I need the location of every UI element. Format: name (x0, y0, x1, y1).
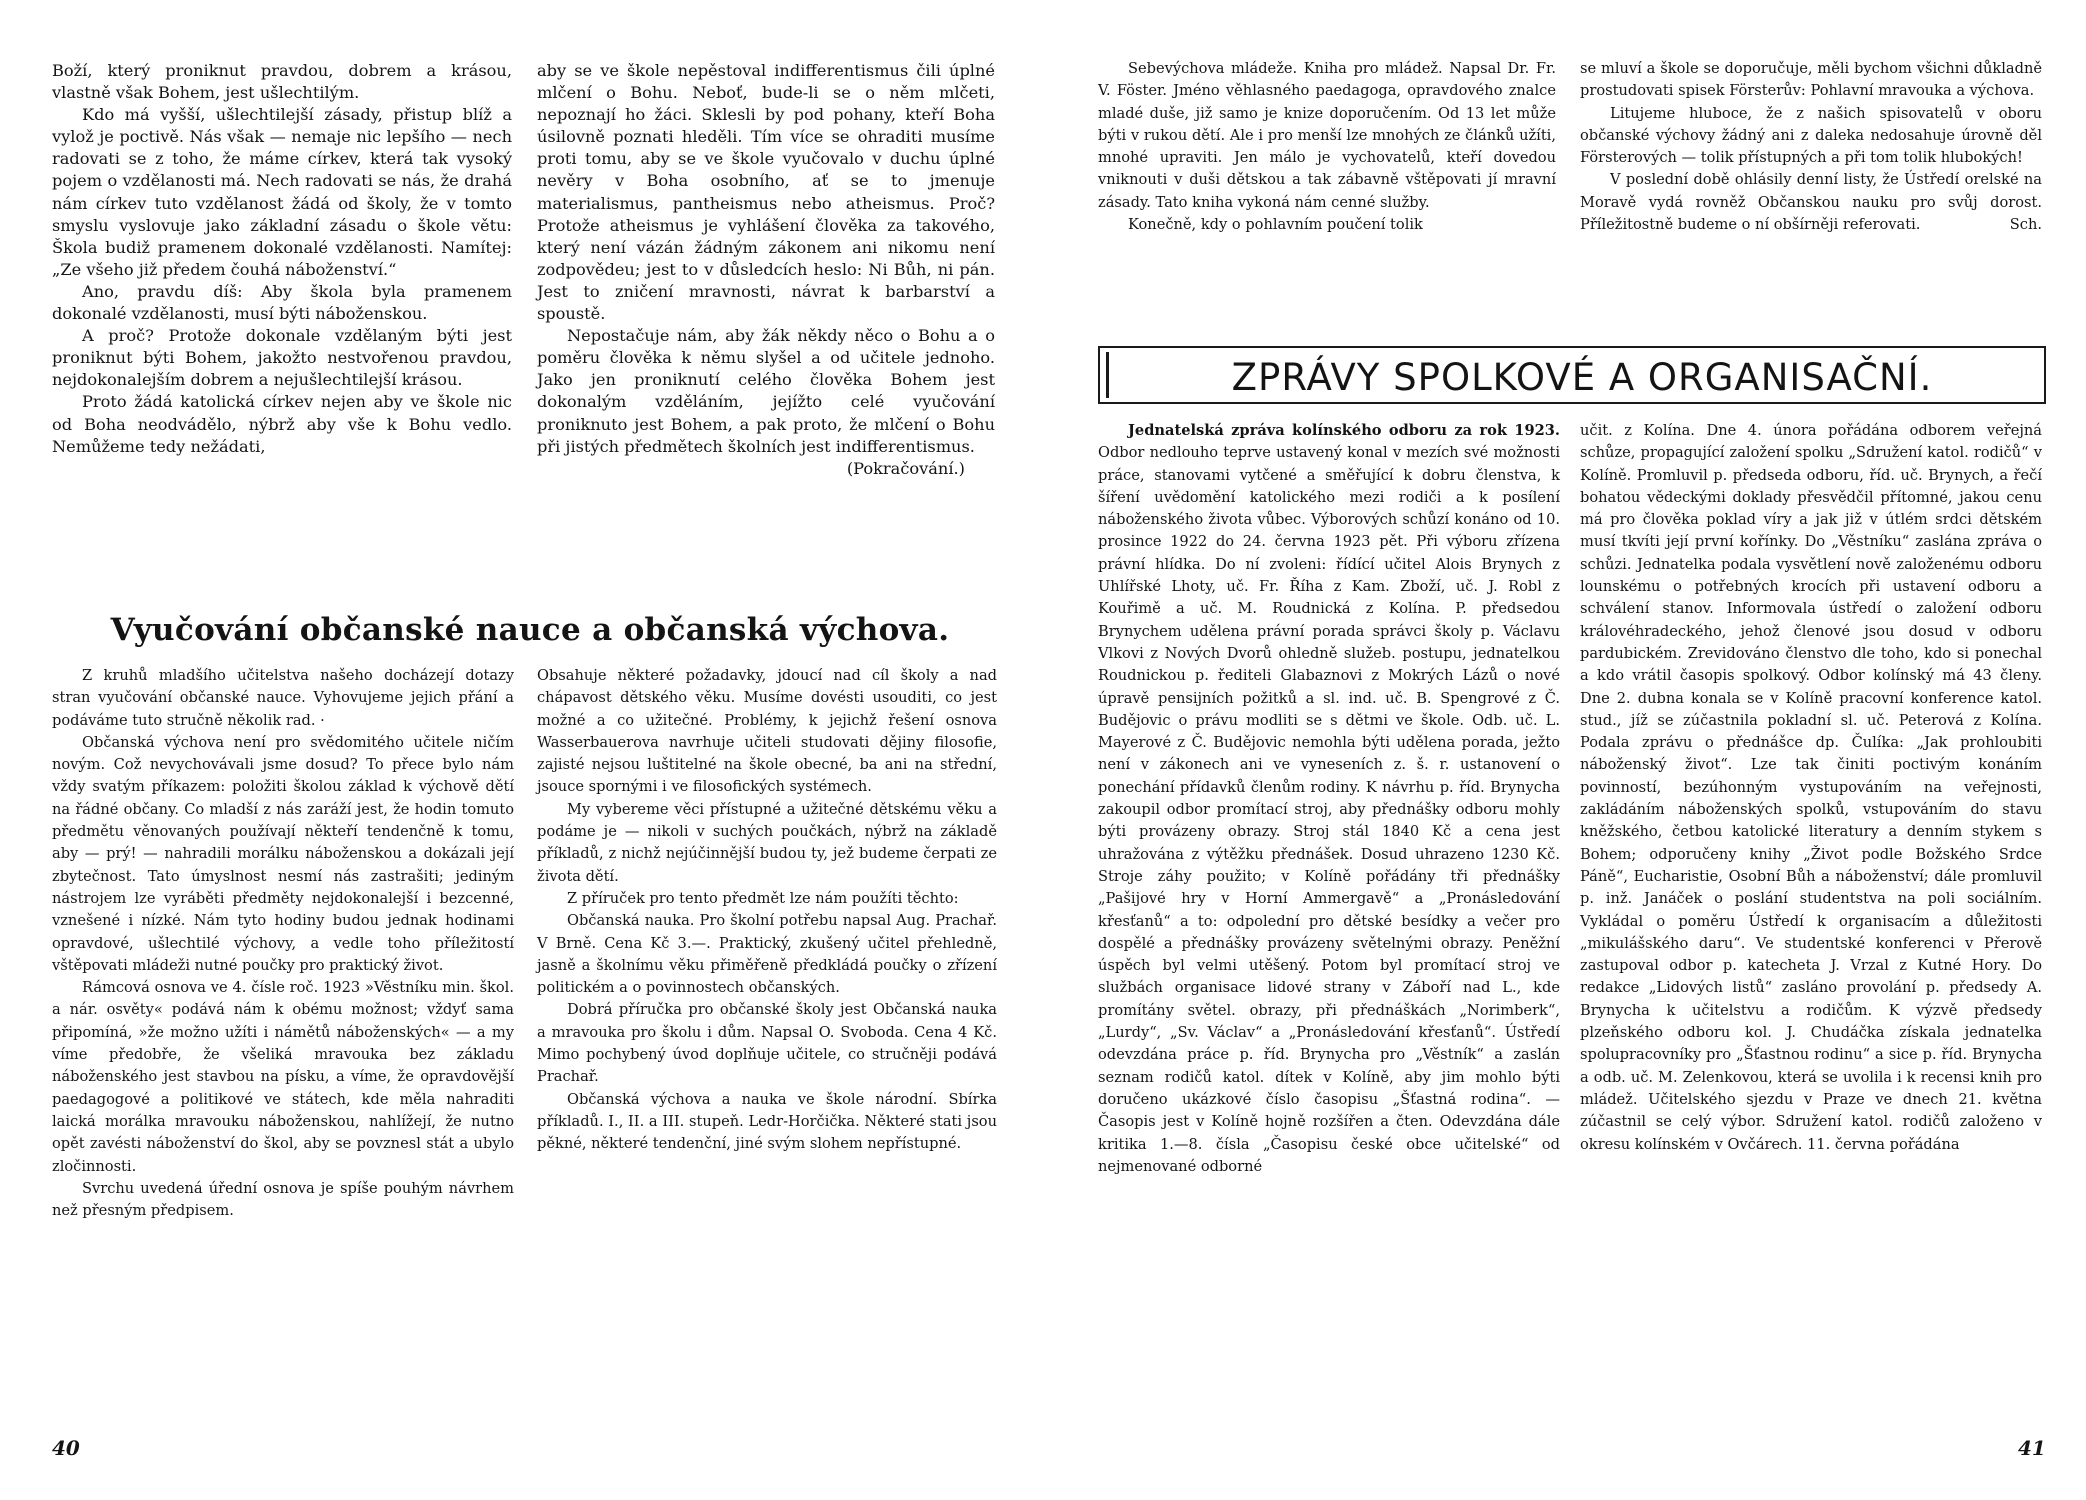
left-top-column-1 (52, 60, 512, 458)
right-top-column-1 (1098, 58, 1556, 236)
right-page (1043, 0, 2086, 1500)
paragraph: Sebevýchova mládeže. Kniha pro mládež. Napsal Dr. Fr. V. Föster. Jméno věhlasného paedagoga, opravdového znalce mladé duše, již samo je knize doporučením. Od 13 let může býti v rukou dětí. Ale i pro menší lze mnohých ze článků užíti, mnohé upraviti. Jen málo je vychovatelů, kteří dovedou vniknouti v duši dětskou a tak zábavně vštěpovati jí mravní zásady. Tato kniha vykoná nám cenné služby. (1098, 60, 1556, 211)
paragraph: Svrchu uvedená úřední osnova je spíše pouhým návrhem než přesným předpisem. (52, 1179, 514, 1220)
right-bottom-column-1 (1098, 420, 1560, 1178)
paragraph: Litujeme hluboce, že z našich spisovatelů v oboru občanské výchovy žádný ani z daleka nedosahuje úrovně děl Försterových — tolik přístupných a při tom tolik hlubokých! (1580, 104, 2042, 167)
report-lead: Jednatelská zpráva kolínského odboru za rok 1923. (1128, 422, 1560, 439)
signature: Sch. (2009, 216, 2042, 234)
right-top-column-2 (1580, 58, 2042, 236)
paragraph: Boží, který proniknut pravdou, dobrem a krásou, vlastně však Bohem, jest ušlechtilým. (52, 61, 512, 103)
paragraph: Proto žádá katolická církev nejen aby ve škole nic od Boha neodvádělo, nýbrž aby vše k Bohu vedlo. Nemůžeme tedy nežádati, (52, 392, 512, 456)
right-bottom-column-2 (1580, 420, 2042, 1156)
paragraph: Kdo má vyšší, ušlechtilejší zásady, přistup blíž a vylož je poctivě. Nás však — nemaje nic lepšího — nech radovati se z toho, že máme církev, která tak vysoký pojem o vzdělanosti má. Nech radovati se nás, že drahá nám církev tuto vzdělanost žádá od školy, že v tomto smyslu vyslovuje jako základní zásadu o škole větu: Škola budiž pramenem dokonalé vzdělanosti. Namítej: „Ze všeho již předem čouhá náboženství.“ (52, 105, 512, 279)
paragraph: Občanská výchova není pro svědomitého učitele ničím novým. Což nevychovávali jsme dosud? To přece bylo nám vždy svatým příkazem: položiti školou základ k výchově dětí na řádné občany. Co mladší z nás zaráží jest, že hodin tomuto předmětu věnovaných používají někteří tendenčně k tomu, aby — prý! — nahradili morálku náboženskou a dokázali její zbytečnost. Tato úmyslnost nesmí nás zastrašiti; jediným nástrojem lze vyráběti předměty nejdokonalejší i bezcenné, vznešené i nízké. Nám tyto hodiny budou jednak hodinami opravdové, ušlechtilé výchovy, a vedle toho příležitostí vštěpovati mládeži nutné poučky pro praktický život. (52, 733, 514, 974)
article-headline: Vyučování občanské nauce a občanská výchova. (110, 612, 950, 648)
page-number: 40 (52, 1436, 80, 1460)
paragraph: Občanská nauka. Pro školní potřebu napsal Aug. Prachař. V Brně. Cena Kč 3.—. Praktický, zkušený učitel přehledně, jasně a školnímu věku přiměřeně předkládá poučky o zřízení politickém a o povinnostech občanských. (537, 912, 997, 997)
section-title: ZPRÁVY SPOLKOVÉ A ORGANISAČNÍ. (1231, 356, 1933, 399)
report-text: Odbor nedlouho teprve ustavený konal v mezích své možnosti práce, stanovami vytčené a směřující k dobru členstva, k šíření uvědomění katolického mezi rodiči a k posílení náboženského života vůbec. Výborových schůzí konáno od 10. prosince 1922 do 24. června 1923 pět. Při výboru zřízena právní hlídka. Do ní zvoleni: řídící učitel Alois Brynych z Uhlířské Lhoty, uč. Fr. Říha z Kam. Zboží, uč. J. Robl z Kouřimě a uč. M. Roudnická z Kolína. P. předsedou Brynychem udělena právní porada správci školy p. Václavu Vlkovi z Nových Dvorů ohledně služeb. postupu, jednatelkou Roudnickou p. řediteli Glabaznovi z Mokrých Lázů o nové úpravě pensijních požitků a sl. ind. uč. B. Spengrové z Č. Budějovic o právu modliti se s dětmi ve škole. Odb. uč. L. Mayerové z Č. Budějovic nemohla býti udělena porada, ježto není v zákonech ani ve vyneseních z. š. r. ustanovení o ponechání přídavků členům rodiny. K návrhu p. říd. Brynycha zakoupil odbor promítací stroj, aby přednášky odboru mohly býti provázeny obrazy. Stroj stál 1840 Kč a cena jest uhražována z výtěžku přednášek. Dosud uhrazeno 1230 Kč. Stroje záhy použito; v Kolíně pořádány tři přednášky „Pašijové hry v Horní Ammergavě“ a „Pronásledování křesťanů“ a to: odpolední pro dětské besídky a večer pro dospělé a přednášky provázeny světelnými obrazy. Peněžní úspěch byl velmi utěšený. Potom byl promítací stroj ve službách organisace lidové strany v Záboří nad L., kde promítány světel. obrazy, při přednáškách „Norimberk“, „Lurdy“, „Sv. Václav“ a „Pronásledování křesťanů“. Ústředí odevzdána práce p. říd. Brynycha pro „Věstník“ a zaslán seznam rodičů katol. dítek v Kolíně, aby jim mohlo býti doručeno ukázkové číslo časopisu „Šťastná rodina“. — Časopis jest v Kolíně hojně rozšířen a čten. Odevzdána dále kritika 1.—8. čísla „Časopisu české obce učitelské“ od nejmenované odborné (1098, 444, 1560, 1175)
paragraph: Rámcová osnova ve 4. čísle roč. 1923 »Věstníku min. škol. a nár. osvěty« podává nám k obému možnost; vždyť sama připomíná, »že možno užíti i námětů náboženských« — a my víme předobře, že všeliká mravouka bez základu náboženského jest stavbou na písku, a víme, že opravdovější paedagogové a politikové ve státech, kde měla nahraditi laická morálka mravouku náboženskou, nahlížejí, že nutno opět zavésti náboženství do škol, aby se povznesl stát a ubylo zločinnosti. (52, 979, 514, 1175)
paragraph-text: V poslední době ohlásily denní listy, že Ústředí orelské na Moravě vydá rovněž Občanskou nauku pro svůj dorost. Příležitostně budeme o ní obšírněji referovati. (1580, 171, 2042, 234)
left-bottom-column-1 (52, 665, 514, 1222)
paragraph: aby se ve škole nepěstoval indifferentismus čili úplné mlčení o Bohu. Neboť, bude-li se o něm mlčeti, nepoznají ho žáci. Sklesli by pod pohany, kteří Boha úsilovně poznati hleděli. Tím více se ohraditi musíme proti tomu, aby se ve škole vyučovalo v duchu úplné nevěry v Boha osobního, ať se to jmenuje materialismus, pantheismus nebo atheismus. Proč? Protože atheismus je vyhlášení člověka za takového, který není vázán žádným zákonem ani nikomu není zodpovědeu; jest to v důsledcích heslo: Ni Bůh, ni pán. Jest to zničení mravnosti, návrat k barbarství a spoustě. (537, 61, 995, 324)
paragraph: Občanská výchova a nauka ve škole národní. Sbírka příkladů. I., II. a III. stupeň. Ledr-Horčička. Některé stati jsou pěkné, některé tendenční, jiné svým slohem nepřístupné. (537, 1090, 997, 1153)
paragraph: Konečně, kdy o pohlavním poučení tolik (1128, 216, 1423, 234)
left-bottom-column-2 (537, 665, 997, 1156)
section-header-box (1098, 346, 2046, 404)
paragraph: A proč? Protože dokonale vzdělaným býti jest proniknut býti Bohem, jakožto nestvořenou pravdou, nejdokonalejším dobrem a nejušlechtilejší krásou. (52, 326, 512, 390)
paragraph: se mluví a škole se doporučuje, měli bychom všichni důkladně prostudovati spisek Försterův: Pohlavní mravouka a výchova. (1580, 60, 2042, 100)
paragraph: Obsahuje některé požadavky, jdoucí nad cíl školy a nad chápavost dětského věku. Musíme dovésti usouditi, co jest možné a co užitečné. Problémy, k jejichž řešení osnova Wasserbauerova navrhuje učiteli studovati dějiny filosofie, zajisté nejsou luštitelné na škole obecné, ba ani na střední, jsouce spornými i ve filosofických systémech. (537, 667, 997, 796)
paragraph: My vybereme věci přístupné a užitečné dětskému věku a podáme je — nikoli v suchých poučkách, nýbrž na základě příkladů, z nichž nejúčinnější budou ty, jež budeme čerpati ze života dětí. (537, 800, 997, 885)
paragraph: učit. z Kolína. Dne 4. února pořádána odborem veřejná schůze, propagující založení spolku „Sdružení katol. rodičů“ v Kolíně. Promluvil p. předseda odboru, říd. uč. Brynych, a řečí bohatou vědeckými doklady přesvědčil přítomné, jakou cenu má pro člověka poklad víry a jak již v útlém srdci dětském musí tkvíti její první kořínky. Do „Věstníku“ zaslána zpráva o schůzi. Jednatelka podala vysvětlení nově založenému odboru lounskému o potřebných krocích při ustavení odboru a schválení stanov. Informovala ústředí o založení odboru královéhradeckého, jehož členové jsou dosud v odboru pardubickém. Zrevidováno členstvo dle toho, kdo si ponechal a kdo vrátil časopis spolkový. Odbor kolínský má 43 členy. Dne 2. dubna konala se v Kolíně pracovní konference katol. stud., jíž se zúčastnila pokladní sl. uč. Peterová z Kolína. Podala zprávu o přednášce dp. Čulíka: „Jak prohloubiti náboženský život“. Lze tak činiti poctivým konáním povinností, bezúhonným vystupováním na veřejnosti, zakládáním náboženských spolků, vstupováním do stavu kněžského, četbou katolické literatury a denním stykem s Bohem; odporučeny knihy „Život podle Božského Srdce Páně“, Eucharistie, Osobní Bůh a náboženství; dále promluvil p. inž. Janáček o poslání studentstva na poli sociálním. Vykládal o poměru Ústředí k organisacím a důležitosti „mikulášského daru“. Ve studentské konferenci v Přerově zastupoval odbor p. katecheta J. Vrzal z Kutné Hory. Do redakce „Lidových listů“ zasláno provolání p. předsedy A. Brynycha k učitelstvu a rodičům. K výzvě předsedy plzeňského odboru kol. J. Chudáčka získala jednatelka spolupracovníky pro „Šťastnou rodinu“ a sice p. říd. Brynycha a odb. uč. M. Zelenkovou, která se uvolila i k recensi knih pro mládež. Učitelského sjezdu v Praze ve dnech 21. května zúčastnil se celý výbor. Sdružení katol. rodičů založeno v okresu kolínském v Ovčárech. 11. června pořádána (1580, 422, 2042, 1153)
paragraph: Ano, pravdu díš: Aby škola byla pramenem dokonalé vzdělanosti, musí býti náboženskou. (52, 281, 512, 324)
paragraph: Dobrá příručka pro občanské školy jest Občanská nauka a mravouka pro školu i dům. Napsal O. Svoboda. Cena 4 Kč. Mimo pochybený úvod doplňuje učitele, co stručněji podává Prachař. (537, 1001, 997, 1086)
paragraph: Z příruček pro tento předmět lze nám použíti těchto: (567, 889, 959, 907)
paragraph (1098, 420, 1560, 1178)
paragraph: Z kruhů mladšího učitelstva našeho docházejí dotazy stran vyučování občanské nauce. Vyhovujeme jejich přání a podáváme tuto stručně několik rad. · (52, 667, 514, 729)
continued-note: (Pokračování.) (846, 458, 965, 478)
paragraph: Nepostačuje nám, aby žák někdy něco o Bohu a o poměru člověka k němu slyšel a od učitele jednoho. Jako jen proniknutí celého člověka Bohem jest dokonalým vzděláním, jejížto celé vyučování proniknuto jest Bohem, a pak proto, že mlčení o Bohu při jistých předmětech školních jest indifferentismus. (537, 326, 995, 456)
page-number: 41 (2018, 1436, 2046, 1460)
paragraph (1580, 169, 2042, 236)
box-rule (1106, 352, 1109, 398)
left-top-column-2 (537, 60, 995, 480)
